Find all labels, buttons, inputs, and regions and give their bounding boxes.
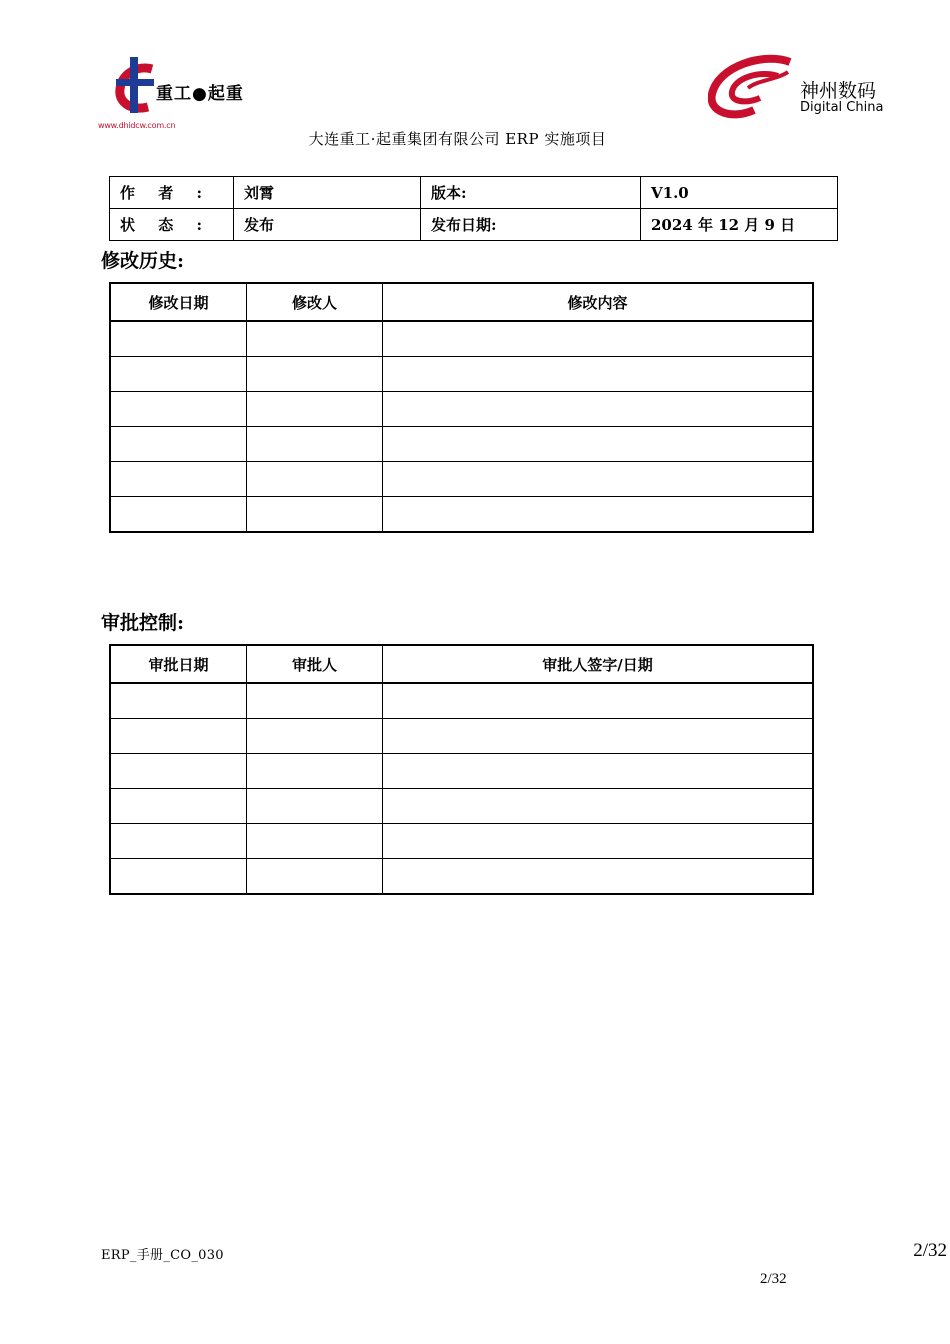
table-header-row	[110, 645, 813, 683]
table-cell	[383, 427, 814, 462]
document-info-table	[109, 176, 838, 241]
table-cell	[383, 462, 814, 497]
revision-history-heading: 修改历史:	[101, 250, 185, 272]
info-row	[110, 177, 838, 209]
table-cell	[383, 683, 814, 719]
table-row	[110, 321, 813, 357]
table-cell	[247, 719, 383, 754]
table-row	[110, 754, 813, 789]
table-cell	[247, 789, 383, 824]
table-cell	[110, 462, 247, 497]
table-cell	[110, 754, 247, 789]
table-cell	[247, 859, 383, 895]
table-cell	[110, 321, 247, 357]
table-row	[110, 497, 813, 533]
table-cell	[383, 497, 814, 533]
table-cell	[110, 497, 247, 533]
table-cell	[383, 754, 814, 789]
table-row	[110, 789, 813, 824]
table-row	[110, 859, 813, 895]
table-cell	[110, 427, 247, 462]
table-cell	[383, 719, 814, 754]
digital-china-logo	[708, 54, 898, 124]
table-cell	[247, 683, 383, 719]
table-cell	[383, 392, 814, 427]
column-header: 审批人	[247, 645, 383, 683]
footer-page-number-center: 2/32	[760, 1271, 787, 1287]
table-row	[110, 719, 813, 754]
table-cell	[110, 789, 247, 824]
table-header-row	[110, 283, 813, 321]
table-cell	[383, 859, 814, 895]
column-header: 审批人签字/日期	[383, 645, 814, 683]
status-label: 状态:	[110, 209, 234, 241]
project-title: 大连重工·起重集团有限公司 ERP 实施项目	[308, 130, 607, 148]
column-header: 修改内容	[383, 283, 814, 321]
footer-page-number: 2/32	[913, 1240, 947, 1261]
release-date-value: 2024 年 12 月 9 日	[641, 209, 838, 241]
table-cell	[110, 719, 247, 754]
digital-china-cn: 神州数码	[800, 80, 877, 102]
revision-history-table	[109, 282, 814, 533]
table-row	[110, 357, 813, 392]
table-cell	[110, 683, 247, 719]
approval-control-table	[109, 644, 814, 895]
dhidcw-logo	[98, 55, 273, 135]
approval-control-heading: 审批控制:	[101, 612, 185, 634]
table-cell	[383, 357, 814, 392]
table-cell	[247, 497, 383, 533]
footer-document-id: ERP_手册_CO_030	[101, 1248, 224, 1263]
column-header: 修改日期	[110, 283, 247, 321]
table-cell	[110, 392, 247, 427]
table-row	[110, 824, 813, 859]
info-row	[110, 209, 838, 241]
digital-china-swirl-icon	[708, 54, 798, 120]
dhidcw-brand-text: 重工●起重	[156, 84, 244, 104]
table-cell	[110, 824, 247, 859]
column-header: 审批日期	[110, 645, 247, 683]
table-cell	[247, 462, 383, 497]
dhidcw-url: www.dhidcw.com.cn	[98, 121, 176, 130]
table-cell	[247, 321, 383, 357]
table-cell	[247, 427, 383, 462]
table-cell	[383, 321, 814, 357]
author-value: 刘霄	[234, 177, 421, 209]
version-value: V1.0	[641, 177, 838, 209]
table-cell	[247, 824, 383, 859]
table-cell	[110, 859, 247, 895]
digital-china-en: Digital China	[800, 100, 884, 115]
table-cell	[247, 754, 383, 789]
table-row	[110, 683, 813, 719]
version-label: 版本:	[421, 177, 641, 209]
table-cell	[247, 392, 383, 427]
release-date-label: 发布日期:	[421, 209, 641, 241]
table-row	[110, 392, 813, 427]
status-value: 发布	[234, 209, 421, 241]
table-cell	[110, 357, 247, 392]
table-row	[110, 462, 813, 497]
table-row	[110, 427, 813, 462]
author-label: 作者:	[110, 177, 234, 209]
table-cell	[383, 789, 814, 824]
table-cell	[383, 824, 814, 859]
column-header: 修改人	[247, 283, 383, 321]
table-cell	[247, 357, 383, 392]
